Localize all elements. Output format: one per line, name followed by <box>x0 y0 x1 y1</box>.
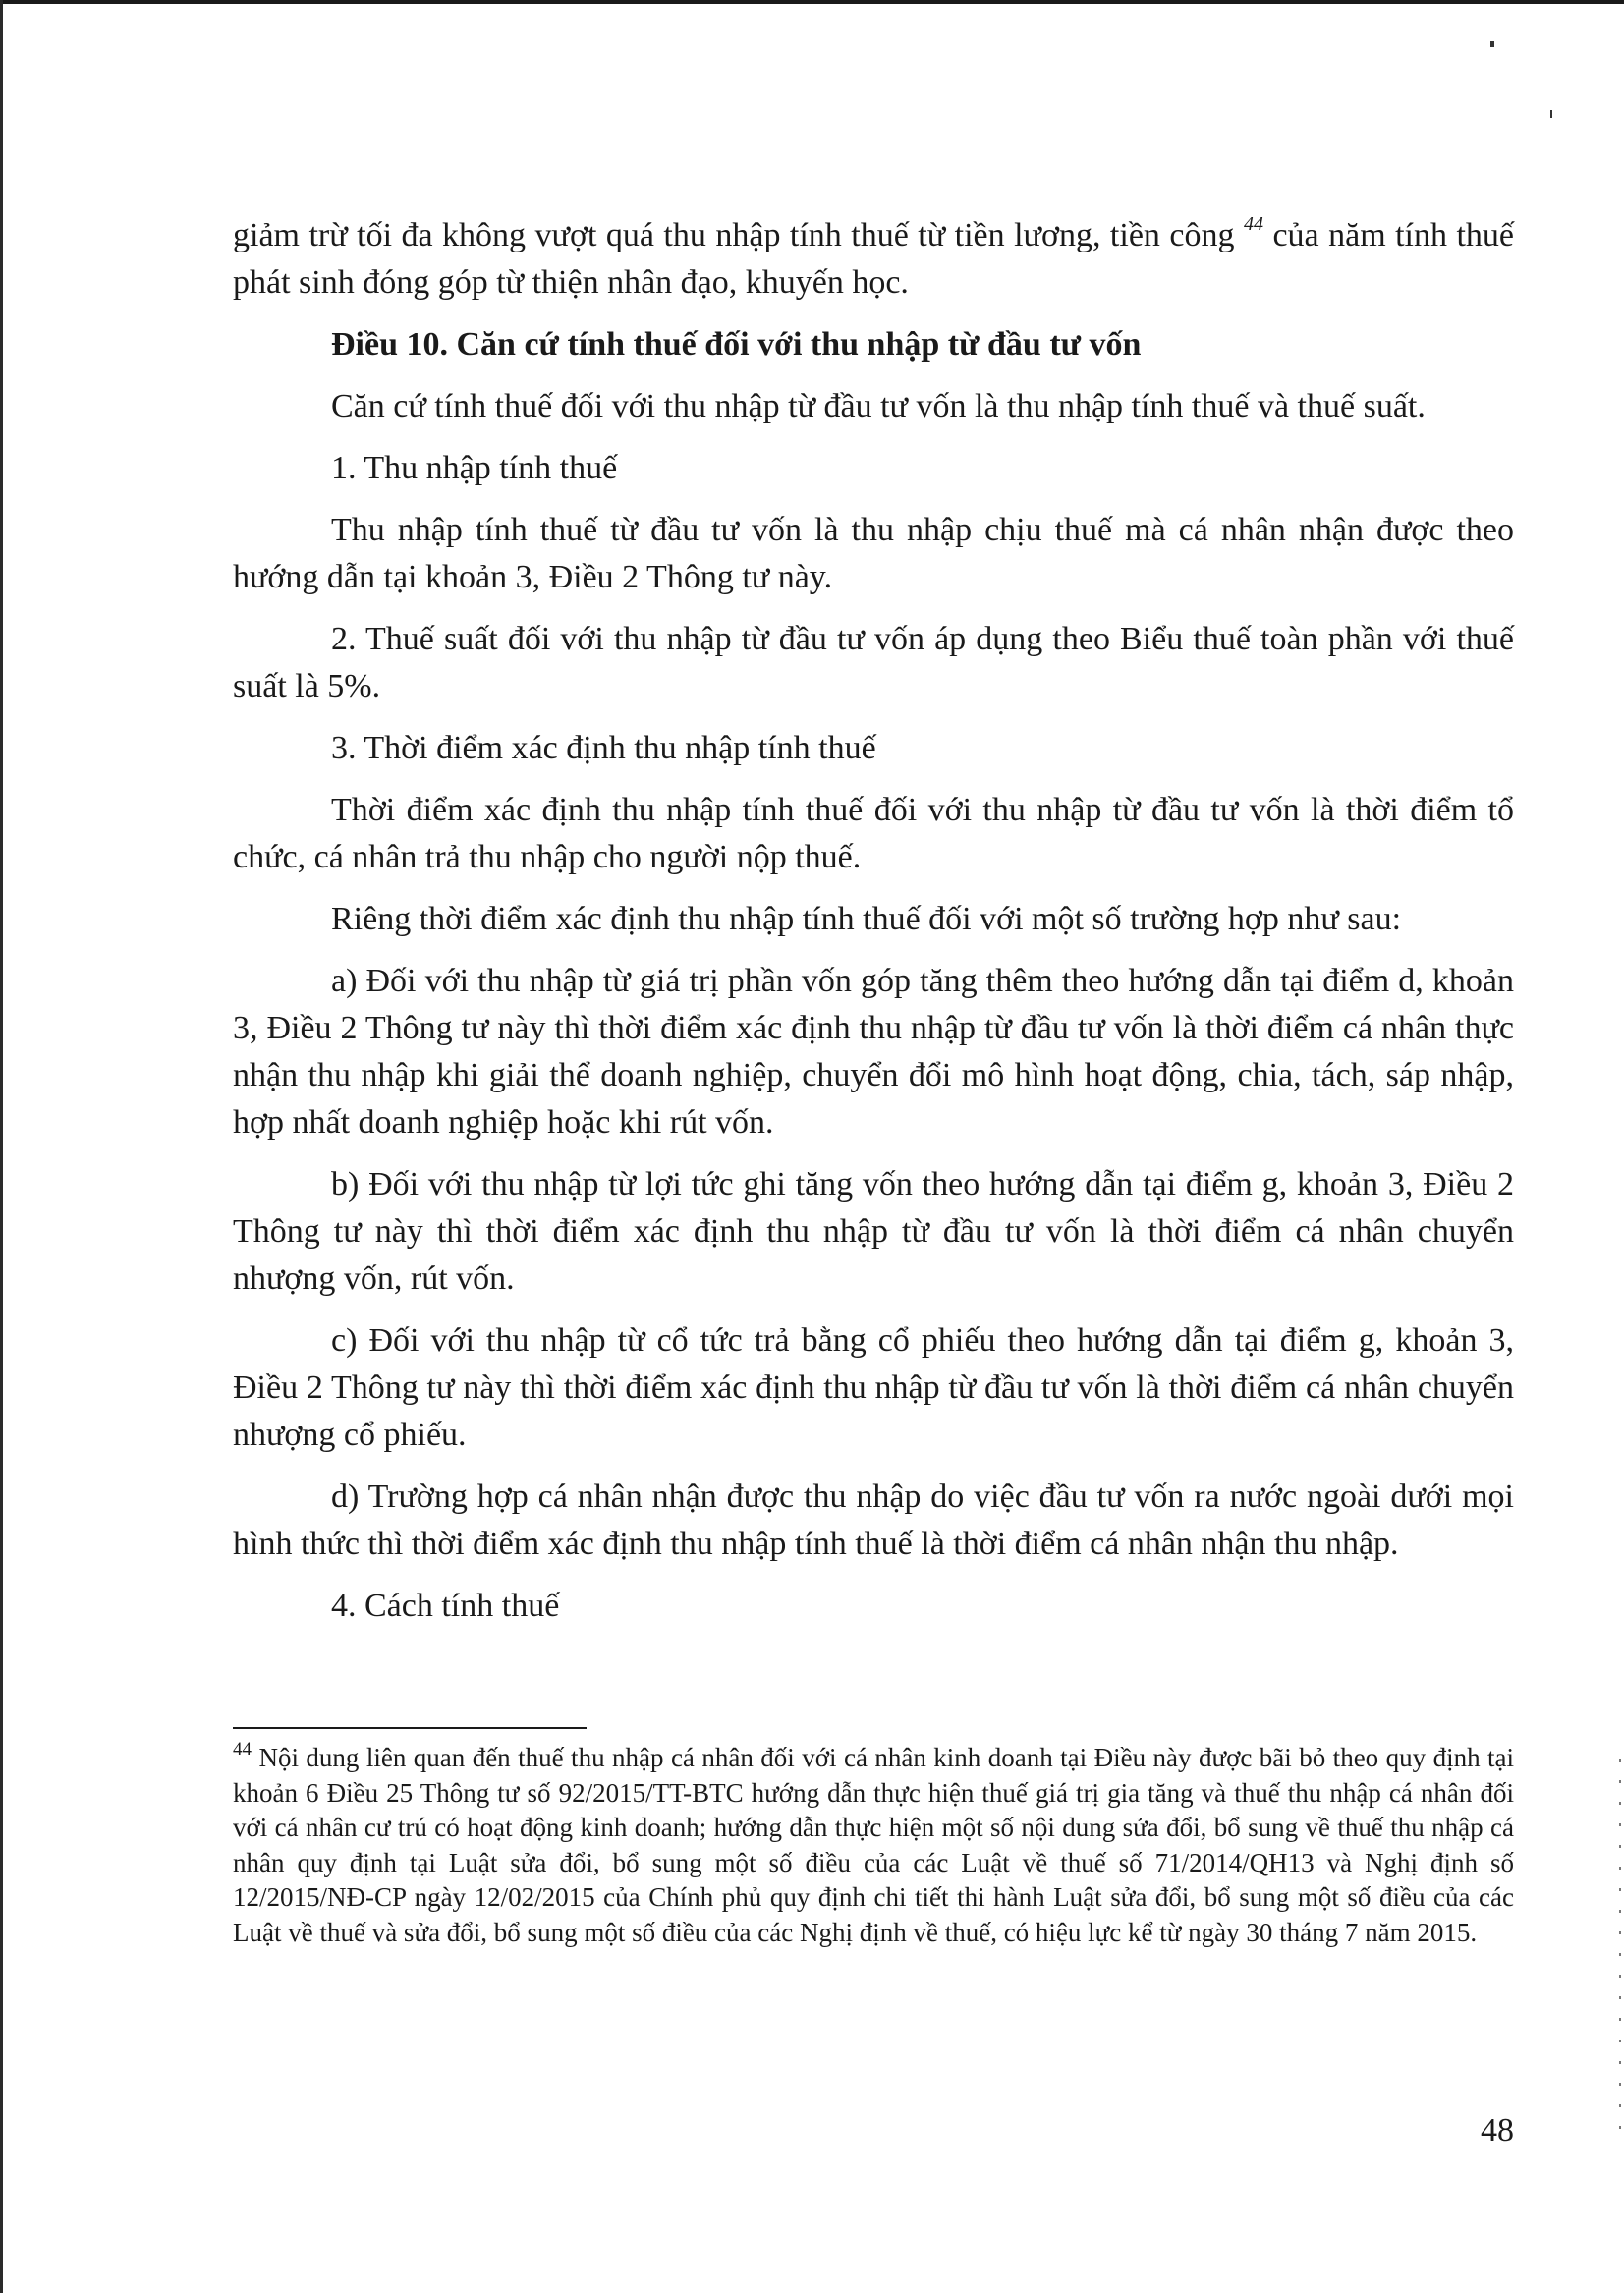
section-3-special: Riêng thời điểm xác định thu nhập tính thuế đối với một số trường hợp như sau: <box>331 901 1402 937</box>
footnote-separator <box>233 1727 587 1729</box>
document-body <box>233 212 1514 1630</box>
item-a: a) Đối với thu nhập từ giá trị phần vốn góp tăng thêm theo hướng dẫn tại điểm d, khoản 3, Điều 2 Thông tư này thì thời điểm xác định thu nhập từ đầu tư vốn là thời điểm cá nhân thực nhận thu nhập khi giải thể doanh nghiệp, chuyển đổi mô hình hoạt động, chia, tách, sáp nhập, hợp nhất doanh nghiệp hoặc khi rút vốn. <box>233 963 1514 1141</box>
section-3-title: 3. Thời điểm xác định thu nhập tính thuế <box>331 730 876 766</box>
section-1-title: 1. Thu nhập tính thuế <box>331 450 618 486</box>
intro-paragraph <box>233 212 1514 307</box>
article-heading: Điều 10. Căn cứ tính thuế đối với thu nhập từ đầu tư vốn <box>331 326 1142 363</box>
item-c: c) Đối với thu nhập từ cổ tức trả bằng cổ phiếu theo hướng dẫn tại điểm g, khoản 3, Điều 2 Thông tư này thì thời điểm xác định thu nhập từ đầu tư vốn là thời điểm cá nhân chuyển nhượng cổ phiếu. <box>233 1322 1514 1453</box>
item-d: d) Trường hợp cá nhân nhận được thu nhập do việc đầu tư vốn ra nước ngoài dưới mọi hình thức thì thời điểm xác định thu nhập tính thuế là thời điểm cá nhân nhận thu nhập. <box>233 1479 1514 1562</box>
page-number: 48 <box>1481 2112 1514 2149</box>
footnote-text: Nội dung liên quan đến thuế thu nhập cá nhân đối với cá nhân kinh doanh tại Điều này được bãi bỏ theo quy định tại khoản 6 Điều 25 Thông tư số 92/2015/TT-BTC hướng dẫn thực hiện thuế giá trị gia tăng và thuế thu nhập cá nhân đối với cá nhân cư trú có hoạt động kinh doanh; hướng dẫn thực hiện một số nội dung sửa đổi, bổ sung về thuế thu nhập cá nhân quy định tại Luật sửa đổi, bổ sung một số điều của các Luật về thuế số 71/2014/QH13 và Nghị định số 12/2015/NĐ-CP ngày 12/02/2015 của Chính phủ quy định chi tiết thi hành Luật sửa đổi, bổ sung một số điều của các Luật về thuế và sửa đổi, bổ sung một số điều của các Nghị định về thuế, có hiệu lực kể từ ngày 30 tháng 7 năm 2015. <box>233 1743 1514 1947</box>
scan-left-border <box>0 0 3 2293</box>
scan-speck <box>1550 110 1552 118</box>
section-2-text: 2. Thuế suất đối với thu nhập từ đầu tư vốn áp dụng theo Biểu thuế toàn phần với thuế suất là 5%. <box>233 621 1514 704</box>
section-1-text: Thu nhập tính thuế từ đầu tư vốn là thu nhập chịu thuế mà cá nhân nhận được theo hướng dẫn tại khoản 3, Điều 2 Thông tư này. <box>233 512 1514 595</box>
intro-text-tail: của năm tính thuế phát sinh đóng góp từ thiện nhân đạo, khuyến học. <box>233 217 1515 301</box>
section-3-text: Thời điểm xác định thu nhập tính thuế đối với thu nhập từ đầu tư vốn là thời điểm tổ chức, cá nhân trả thu nhập cho người nộp thuế. <box>233 792 1514 875</box>
scan-top-border <box>0 0 1624 4</box>
section-4-title: 4. Cách tính thuế <box>331 1588 560 1624</box>
footnote-reference[interactable]: 44 <box>1243 213 1263 235</box>
footnote-marker: 44 <box>233 1739 252 1760</box>
item-b: b) Đối với thu nhập từ lợi tức ghi tăng vốn theo hướng dẫn tại điểm g, khoản 3, Điều 2 Thông tư này thì thời điểm xác định thu nhập từ đầu tư vốn là thời điểm cá nhân chuyển nhượng vốn, rút vốn. <box>233 1166 1514 1297</box>
intro-text: giảm trừ tối đa không vượt quá thu nhập tính thuế từ tiền lương, tiền công <box>233 217 1235 253</box>
scan-speck <box>1490 41 1494 47</box>
scan-edge-marks <box>1619 1759 1621 2132</box>
basis-paragraph: Căn cứ tính thuế đối với thu nhập từ đầu tư vốn là thu nhập tính thuế và thuế suất. <box>331 388 1426 424</box>
footnote <box>233 1741 1514 1950</box>
